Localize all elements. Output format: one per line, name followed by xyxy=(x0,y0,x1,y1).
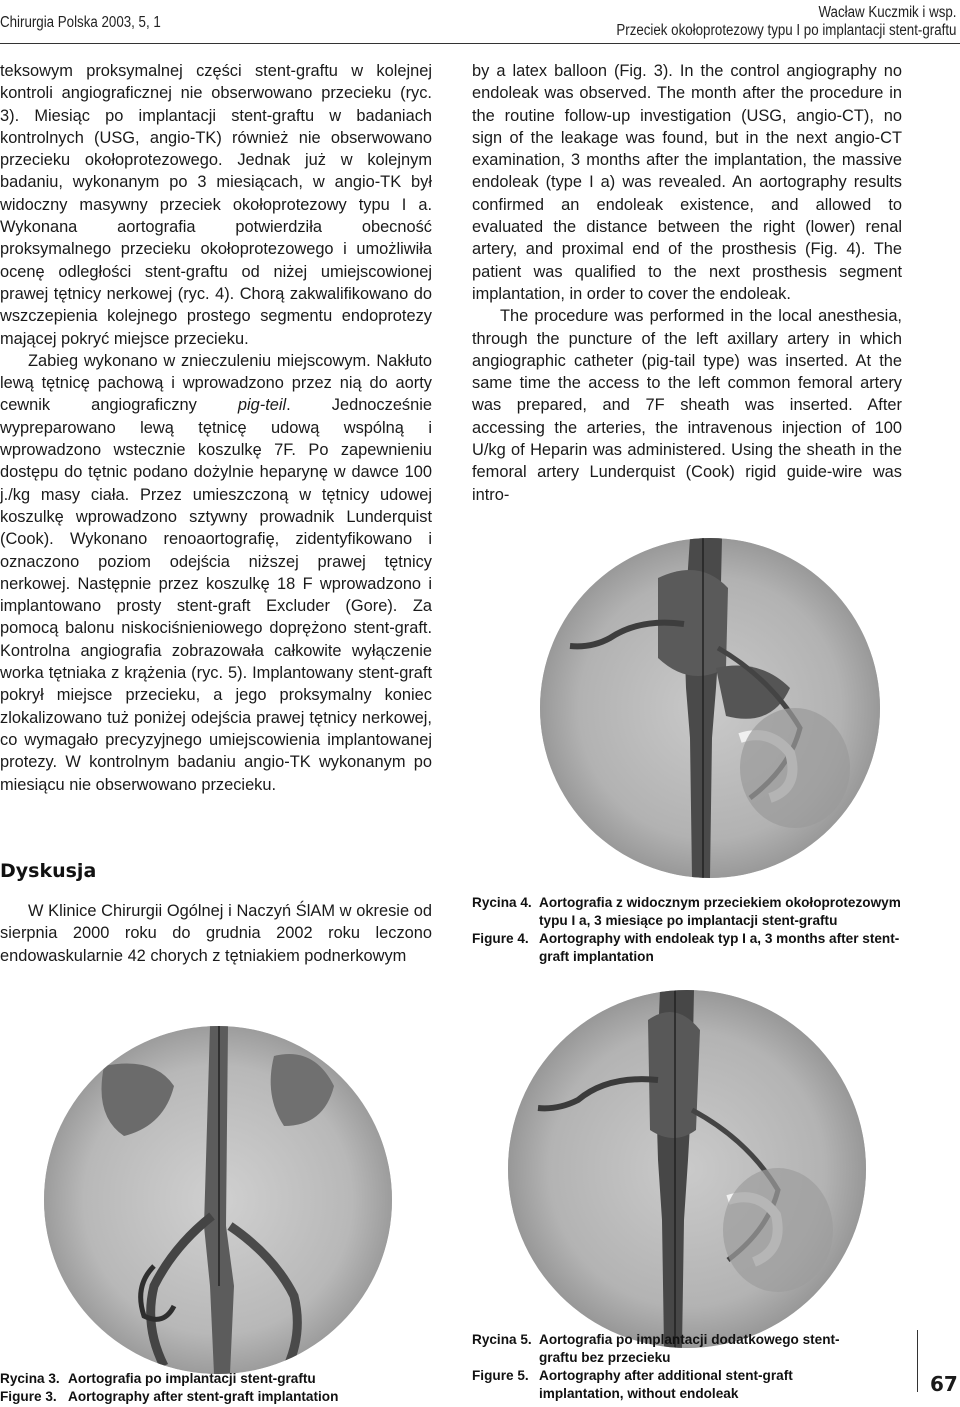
caption-label: Figure 3. xyxy=(0,1389,57,1404)
page-number-divider xyxy=(917,1330,918,1392)
page-number: 67 xyxy=(930,1372,958,1396)
caption-text: Aortography after stent-graft implantation xyxy=(68,1389,339,1404)
paragraph-text: . Jednocześnie wypreparowano lewą tętnicę udową wspólną i wprowadzono wstecznie koszulkę 7F. Po zapewnieniu dostępu do tętnic podano dożylnie heparynę w dawce 100 j./kg masy ciała. Przez umieszczoną w tętnicy udowej koszulkę wprowadzono sztywny prowadnik Lunderquist (Cook). Wykonano renoaortografię, zidentyfikowano i oznaczono poziom odejścia niższej prawej tętnicy nerkowej. Następnie przez koszulkę 18 F wprowadzono i implantowano prosty stent-graft Excluder (Gore). Za pomocą balonu niskociśnieniowego doprężono stent-graft. Kontrolna angiografia zobrazowała całkowite wyłączenie worka tętniaka z krążenia (ryc. 5). Implantowany stent-graft pokrył miejsce przecieku, a jego proksymalny koniec zlokalizowano tuż poniżej odejścia prawej tętnicy nerkowej, co wymagało precyzyjnego umiejscowienia implantowanej protezy. W kontrolnym badaniu angio-TK wykonanym po miesiącu nie obserwowano przecieku. xyxy=(0,396,432,794)
paragraph-text: Zabieg wykonano w znieczuleniu miejscowym. Nakłuto lewą tętnicę pachową i wprowadzono przez nią do aorty cewnik angiograficzny xyxy=(0,351,432,415)
caption-text: Aortografia po implantacji dodatkowego stent-graftu bez przecieku xyxy=(539,1332,840,1365)
paragraph: The procedure was performed in the local anesthesia, through the puncture of the left axillary artery in which angiographic catheter (pig-tail type) was inserted. At the same time the access to the left common femoral artery was prepared, and 7F sheath was inserted. After accessing the arteries, the intravenous injection of 100 U/kg of Heparin was administered. Using the sheath in the femoral artery Lunderquist (Cook) rigid guide-wire was intro- xyxy=(472,307,902,504)
discussion-paragraph: W Klinice Chirurgii Ogólnej i Naczyń ŚlAM w okresie od sierpnia 2000 roku do grudnia 2002 roku leczono endowaskularnie 42 chorych z tętniakiem podnerkowym xyxy=(0,902,432,965)
author-header: Wacław Kuczmik i wsp. xyxy=(817,4,956,21)
caption-text: Aortografia po implantacji stent-graftu xyxy=(68,1371,316,1386)
caption-label: Figure 4. xyxy=(472,931,529,946)
angiogram-image xyxy=(540,538,880,878)
journal-citation: Chirurgia Polska 2003, 5, 1 xyxy=(0,14,161,31)
angiogram-image xyxy=(508,990,866,1348)
caption-label: Rycina 4. xyxy=(472,895,532,910)
figure-5-caption xyxy=(472,1331,904,1403)
angiogram-figure-3 xyxy=(44,1026,392,1374)
paragraph: by a latex balloon (Fig. 3). In the control angiography no endoleak was observed. The month after the procedure in the routine follow-up investigation (USG, angio-CT), no sign of the leakage was found, but in the next angio-CT examination, 3 months after the implantation, the massive endoleak (type I a) was revealed. An aortography results confirmed an endoleak existence, and allowed to evaluated the distance between the right (lower) renal artery, and proximal end of the prosthesis (Fig. 4). The patient was qualified to the next prosthesis segment implantation, in order to cover the endoleak. xyxy=(472,62,902,303)
header-rule xyxy=(0,43,960,44)
caption-label: Rycina 5. xyxy=(472,1332,532,1347)
italic-term: pig-teil xyxy=(237,396,287,415)
caption-text: Aortography with endoleak typ I a, 3 months after stent-graft implantation xyxy=(539,931,900,964)
running-title: Przeciek okołoprotezowy typu I po implantacji stent-graftu xyxy=(615,22,956,39)
right-column xyxy=(472,60,902,506)
figure-3-caption xyxy=(0,1370,420,1406)
section-heading: Dyskusja xyxy=(0,860,97,882)
figure-4-caption xyxy=(472,894,904,966)
paragraph: teksowym proksymalnej części stent-graftu w kolejnej kontroli angiograficznej nie obserwowano przecieku (ryc. 3). Miesiąc po implantacji stent-graftu w badaniach kontrolnych (USG, angio-TK) również nie obserwowano przecieku okołoprotezowego. Jednak już w kolejnym badaniu, wykonanym po 3 miesiącach, w angio-TK był widoczny masywny przeciek okołoprotezowy typu I a. Wykonana aortografia potwierdziła obecność proksymalnego przecieku okołoprotezowego i umożliwiła ocenę odległości stent-graftu od niżej umiejscowionej prawej tętnicy nerkowej (ryc. 4). Chorą zakwalifikowano do wszczepienia kolejnego prostego segmentu endoprotezy mającej pokryć miejsce przecieku. xyxy=(0,62,432,348)
paragraph xyxy=(0,350,432,796)
caption-text: Aortography after additional stent-graft implantation, without endoleak xyxy=(539,1368,793,1401)
caption-label: Rycina 3. xyxy=(0,1371,60,1386)
angiogram-figure-4 xyxy=(540,538,880,878)
left-column xyxy=(0,60,432,796)
angiogram-figure-5 xyxy=(508,990,866,1348)
angiogram-image xyxy=(44,1026,392,1374)
caption-label: Figure 5. xyxy=(472,1368,529,1383)
caption-text: Aortografia z widocznym przeciekiem okołoprotezowym typu I a, 3 miesiące po implantacji stent-graftu xyxy=(539,895,901,928)
